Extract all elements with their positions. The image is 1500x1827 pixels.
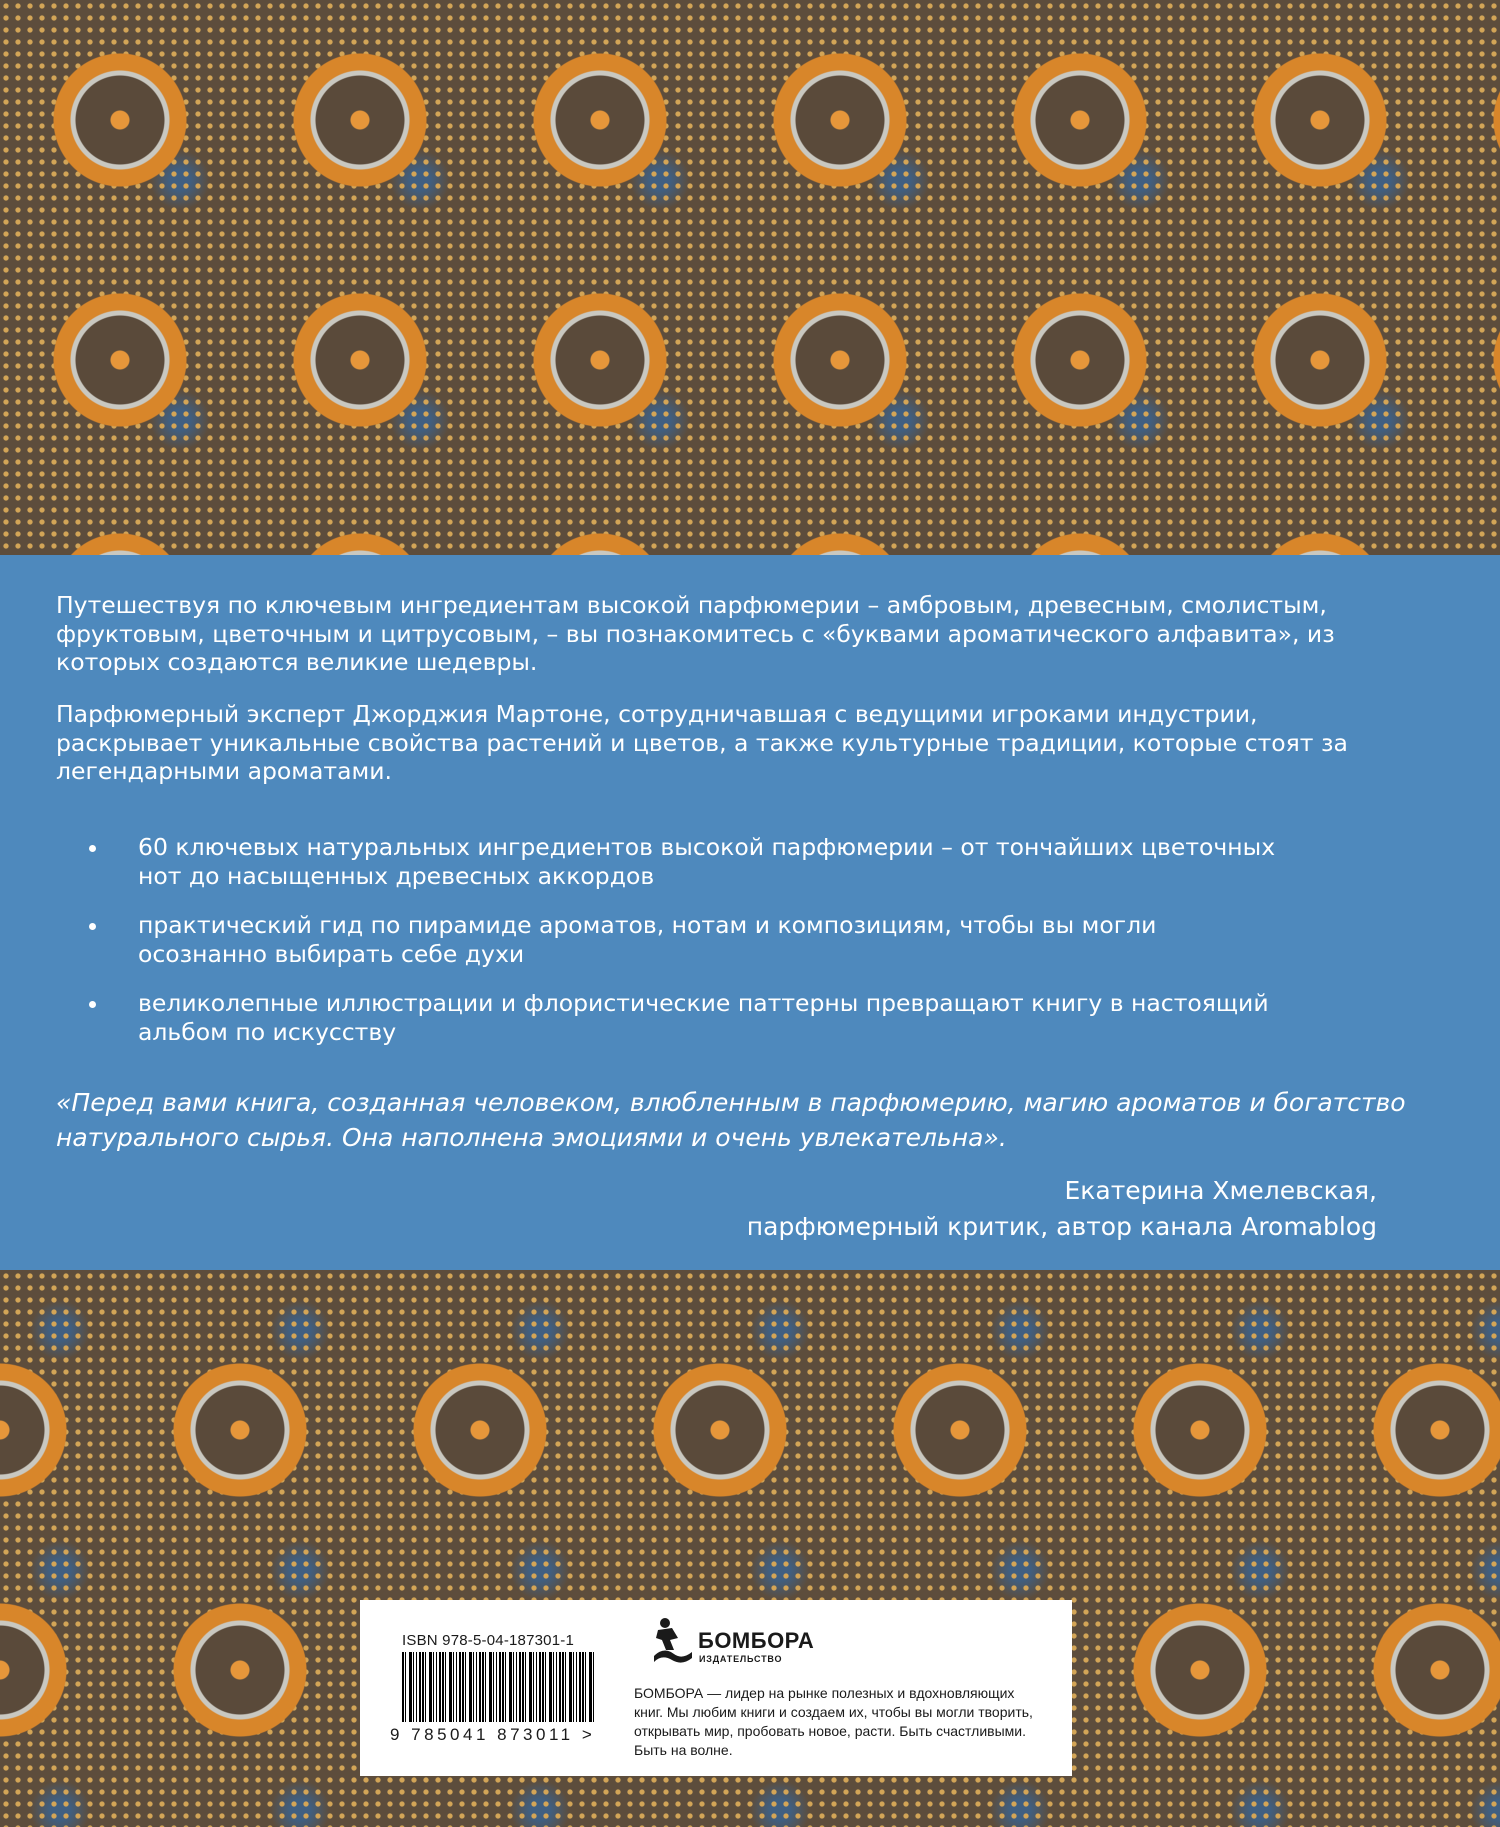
description-paragraph-2: Парфюмерный эксперт Джорджия Мартоне, сотрудничавшая с ведущими игроками индустрии, раскрывает уникальные свойства растений и цветов, а также культурные традиции, которые стоят за легендарными ароматами. (56, 700, 1348, 785)
barcode (402, 1652, 594, 1722)
publisher-name: БОМБОРА (698, 1628, 815, 1653)
quote-attribution (747, 1173, 1377, 1245)
description-paragraph-1: Путешествуя по ключевым ингредиентам высокой парфюмерии – амбровым, древесным, смолистым, фруктовым, цветочным и цитрусовым, – вы познакомитесь с «буквами ароматического алфавита», из которых создаются великие шедевры. (56, 591, 1335, 676)
publisher-subtitle: ИЗДАТЕЛЬСТВО (699, 1654, 783, 1664)
feature-item (86, 833, 1286, 890)
feature-item (86, 989, 1286, 1046)
bullet-icon (89, 923, 96, 930)
bullet-icon (89, 845, 96, 852)
quote-author: Екатерина Хмелевская, (1064, 1176, 1377, 1205)
feature-text: практический гид по пирамиде ароматов, нотам и композициям, чтобы вы могли осознанно выбирать себе духи (138, 911, 1157, 968)
publisher-description: БОМБОРА — лидер на рынке полезных и вдохновляющих книг. Мы любим книги и создаем их, чтобы вы могли творить, открывать мир, пробовать новое, расти. Быть счастливыми. Быть на волне. (634, 1685, 1033, 1758)
feature-item (86, 911, 1286, 968)
quote-author-role: парфюмерный критик, автор канала Aromablog (746, 1212, 1377, 1241)
barcode-digits: 9 785041 873011 > (390, 1725, 596, 1744)
feature-text: великолепные иллюстрации и флористические паттерны превращают книгу в настоящий альбом по искусству (138, 989, 1269, 1046)
surfer-wave-icon (652, 1616, 694, 1668)
bullet-icon (89, 1001, 96, 1008)
description-band (0, 555, 1500, 1270)
feature-text: 60 ключевых натуральных ингредиентов высокой парфюмерии – от тончайших цветочных нот до насыщенных древесных аккордов (138, 833, 1276, 890)
publisher-logo (652, 1616, 852, 1668)
isbn-panel (360, 1600, 1072, 1776)
feature-list (86, 833, 1286, 1067)
isbn-number: ISBN 978-5-04-187301-1 (402, 1632, 575, 1649)
ornamental-pattern-top (0, 0, 1500, 555)
review-quote: «Перед вами книга, созданная человеком, влюбленным в парфюмерию, магию ароматов и богатство натурального сырья. Она наполнена эмоциями и очень увлекательна». (56, 1088, 1406, 1152)
